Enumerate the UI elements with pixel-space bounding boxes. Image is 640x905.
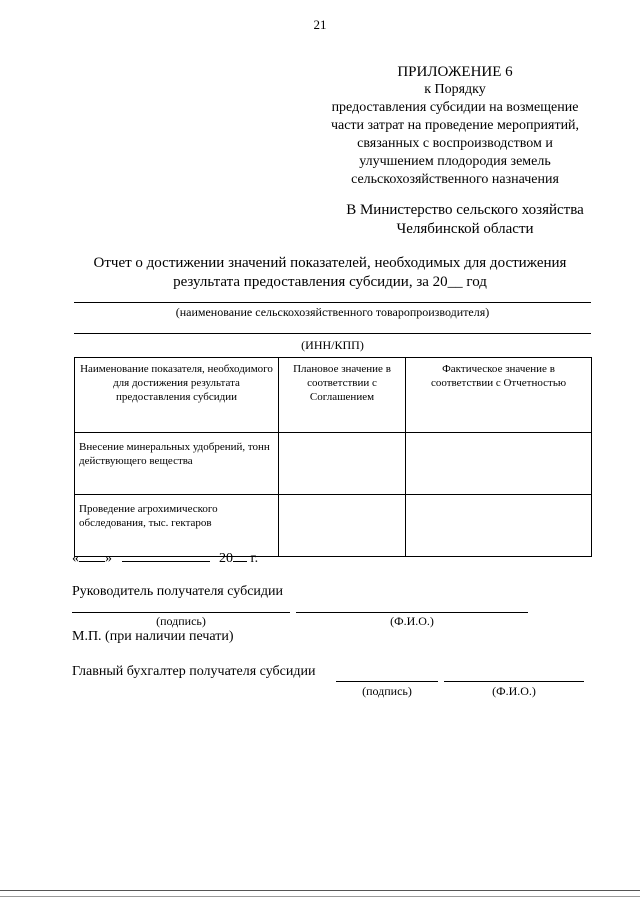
accountant-name-field[interactable] <box>444 681 584 682</box>
head-signature-field[interactable] <box>72 612 290 613</box>
header-actual-value: Фактическое значение в соответствии с Отчетностью <box>406 358 592 433</box>
day-field[interactable] <box>79 549 105 562</box>
producer-caption: (наименование сельскохозяйственного товаропроизводителя) <box>175 305 490 319</box>
year-suffix: г. <box>250 551 259 566</box>
indicators-table <box>74 357 592 557</box>
report-title <box>60 254 600 292</box>
page-number: 21 <box>313 17 327 32</box>
report-title-line: результата предоставления субсидии, за 20__ год <box>173 274 487 290</box>
head-signature-caption: (подпись) <box>156 614 206 628</box>
accountant-name-caption: (Ф.И.О.) <box>492 684 536 698</box>
planned-value-cell[interactable] <box>279 433 406 495</box>
accountant-signature-field[interactable] <box>336 681 438 682</box>
inn-kpp-field[interactable] <box>74 333 591 334</box>
appendix-title: ПРИЛОЖЕНИЕ 6 <box>397 64 513 80</box>
appendix-line: к Порядку <box>424 82 486 97</box>
appendix-line: части затрат на проведение мероприятий, <box>330 118 580 133</box>
bottom-rule <box>0 890 640 891</box>
recipient-line: В Министерство сельского хозяйства <box>346 202 584 218</box>
table-header-row <box>75 358 592 433</box>
year-field[interactable] <box>233 549 247 562</box>
appendix-line: связанных с воспроизводством и <box>357 136 553 151</box>
head-label: Руководитель получателя субсидии <box>72 584 284 599</box>
head-name-caption: (Ф.И.О.) <box>390 614 434 628</box>
indicator-name-cell: Проведение агрохимического обследования, тыс. гектаров <box>75 495 279 557</box>
accountant-signature-caption: (подпись) <box>362 684 412 698</box>
actual-value-cell[interactable] <box>406 495 592 557</box>
recipient-block <box>320 201 610 239</box>
actual-value-cell[interactable] <box>406 433 592 495</box>
head-name-field[interactable] <box>296 612 528 613</box>
producer-name-field[interactable] <box>74 302 591 303</box>
seal-note: М.П. (при наличии печати) <box>72 629 234 644</box>
appendix-line: сельскохозяйственного назначения <box>351 172 559 187</box>
planned-value-cell[interactable] <box>279 495 406 557</box>
month-field[interactable] <box>122 549 210 562</box>
year-prefix: 20 <box>219 551 233 566</box>
close-quote: » <box>105 551 112 566</box>
open-quote: « <box>72 551 79 566</box>
appendix-line: предоставления субсидии на возмещение <box>331 100 579 115</box>
header-planned-value: Плановое значение в соответствии с Соглашением <box>279 358 406 433</box>
inn-kpp-caption: (ИНН/КПП) <box>301 338 364 352</box>
recipient-line: Челябинской области <box>396 221 534 237</box>
appendix-line: улучшением плодородия земель <box>359 154 551 169</box>
table-row <box>75 495 592 557</box>
report-title-line: Отчет о достижении значений показателей, необходимых для достижения <box>93 255 567 271</box>
date-line <box>72 549 258 567</box>
header-indicator-name: Наименование показателя, необходимого для достижения результата предоставления субсидии <box>75 358 279 433</box>
table-row <box>75 433 592 495</box>
bottom-rule <box>0 896 640 897</box>
accountant-label: Главный бухгалтер получателя субсидии <box>72 664 316 679</box>
indicator-name-cell: Внесение минеральных удобрений, тонн действующего вещества <box>75 433 279 495</box>
appendix-header <box>300 63 610 189</box>
